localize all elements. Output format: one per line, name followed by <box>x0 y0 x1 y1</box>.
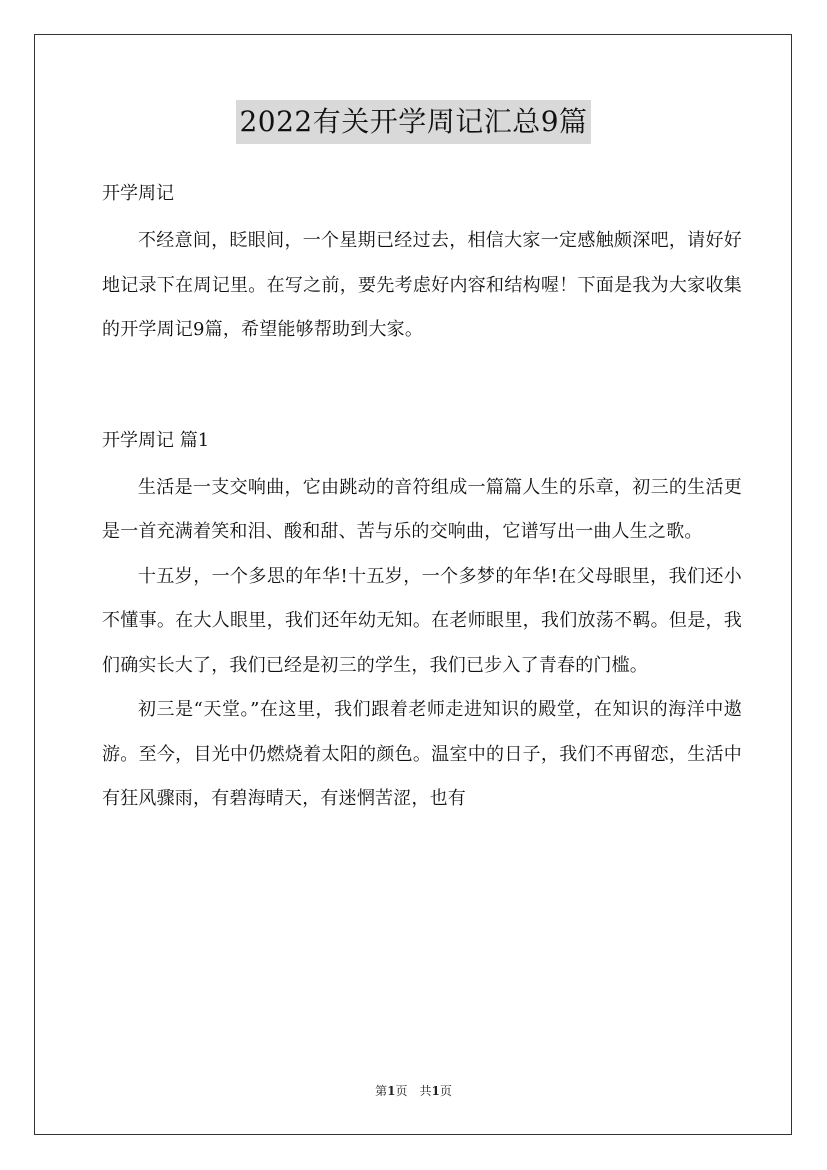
section1-heading: 开学周记 篇1 <box>102 429 210 451</box>
page-footer <box>0 1082 827 1099</box>
intro-heading: 开学周记 <box>102 183 174 204</box>
spacer <box>102 353 742 419</box>
section1-paragraph-1: 生活是一支交响曲，它由跳动的音符组成一篇篇人生的乐章，初三的生活更是一首充满着笑和泪、酸和甜、苦与乐的交响曲，它谱写出一曲人生之歌。 <box>102 476 742 542</box>
page-prefix: 第 <box>375 1084 388 1098</box>
document-title: 2022有关开学周记汇总9篇 <box>236 100 590 144</box>
section1-paragraph-3: 初三是“天堂。”在这里，我们跟着老师走进知识的殿堂，在知识的海洋中遨游。至今，目光中仍燃烧着太阳的颜色。温室中的日子，我们不再留恋，生活中有狂风骤雨，有碧海晴天，有迷惘苦涩，也有 <box>102 699 742 809</box>
intro-paragraph: 不经意间，眨眼间，一个星期已经过去，相信大家一定感触颇深吧，请好好地记录下在周记里。在写之前，要先考虑好内容和结构喔！下面是我为大家收集的开学周记9篇，希望能够帮助到大家。 <box>102 230 742 340</box>
page-current: 1 <box>387 1084 396 1098</box>
page-mid: 页 共 <box>395 1084 432 1098</box>
document-body <box>102 172 742 822</box>
section1-paragraph-2: 十五岁，一个多思的年华!十五岁，一个多梦的年华!在父母眼里，我们还小不懂事。在大人眼里，我们还年幼无知。在老师眼里，我们放荡不羁。但是，我们确实长大了，我们已经是初三的学生，我们已步入了青春的门槛。 <box>102 565 742 676</box>
page-total: 1 <box>431 1084 440 1098</box>
page-suffix: 页 <box>439 1084 452 1098</box>
title-container <box>0 100 827 144</box>
